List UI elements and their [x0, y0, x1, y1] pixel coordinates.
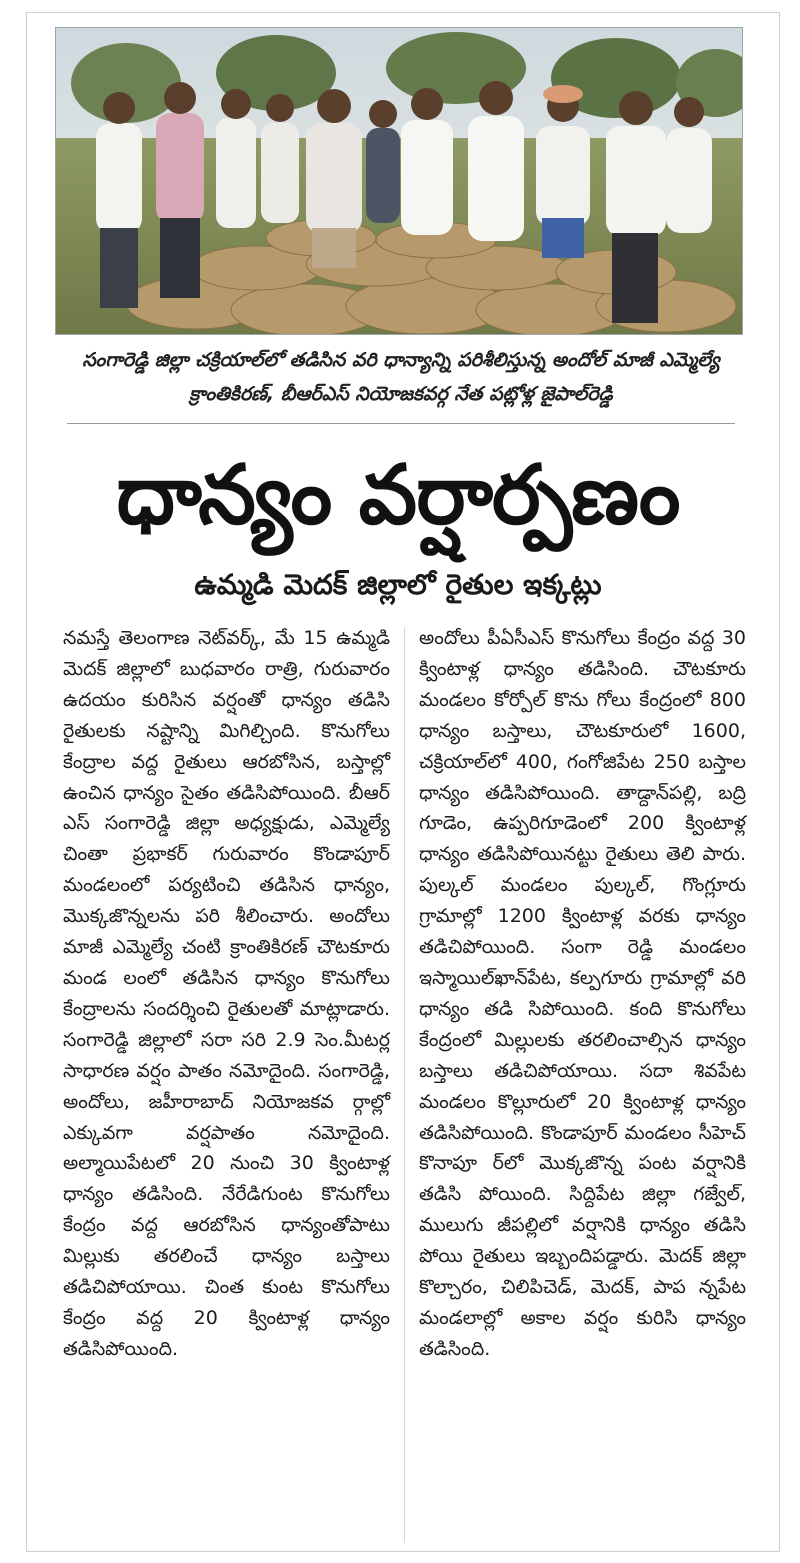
newspaper-clipping — [26, 12, 780, 1552]
headline: ధాన్యం వర్షార్పణం — [116, 448, 680, 543]
subheadline: ఉమ్మడి మెదక్ జిల్లాలో రైతుల ఇక్కట్లు — [194, 568, 602, 601]
news-photo — [55, 27, 743, 335]
article-column-left: నమస్తే తెలంగాణ నెట్‌వర్క్, మే 15 ఉమ్మడి మెదక్ జిల్లాలో బుధవారం రాత్రి, గురువారం ఉదయం కురిసిన వర్షంతో ధాన్యం తడిసి రైతులకు నష్టాన్ని మిగిల్చింది. కొనుగోలు కేంద్రాల వద్ద రైతులు ఆరబోసిన, బస్తాల్లో ఉంచిన ధాన్యం సైతం తడిసిపోయింది. బీఆర్ ఎస్ సంగారెడ్డి జిల్లా అధ్యక్షుడు, ఎమ్మెల్యే చింతా ప్రభాకర్ గురువారం కొండాపూర్ మండలంలో పర్యటించి తడిసిన ధాన్యం, మొక్కజొన్నలను పరి శీలించారు. అందోలు మాజీ ఎమ్మెల్యే చంటి క్రాంతికిరణ్ చౌటకూరు మండ లంలో తడిసిన ధాన్యం కొనుగోలు కేంద్రాలను సందర్శించి రైతులతో మాట్లాడారు. సంగారెడ్డి జిల్లాలో సరా సరి 2.9 సెం.మీటర్ల సాధారణ వర్షం పాతం నమోదైంది. సంగారెడ్డి, అందోలు, జహీరాబాద్ నియోజకవ ర్గాల్లో ఎక్కువగా వర్షపాతం నమోదైంది. అల్మాయిపేటలో 20 నుంచి 30 క్వింటాళ్ల ధాన్యం తడిసింది. నేరేడిగుంట కొనుగోలు కేంద్రం వద్ద ఆరబోసిన ధాన్యంతోపాటు మిల్లుకు తరలించే ధాన్యం బస్తాలు తడిచిపోయాయి. చింత కుంట కొనుగోలు కేంద్రం వద్ద 20 క్వింటాళ్ల ధాన్యం తడిసిపోయింది. — [63, 627, 390, 1360]
farmers-inspecting-grain-bags-icon — [56, 28, 742, 334]
photo-caption: సంగారెడ్డి జిల్లా చక్రియాల్‌లో తడిసిన వరి ధాన్యాన్ని పరిశీలిస్తున్న అందోల్ మాజీ ఎమ్మెల్యే క్రాంతికిరణ్, బీఆర్‌ఎస్ నియోజకవర్గ నేత పట్లోళ్ల జైపాల్‌రెడ్డి — [82, 349, 720, 405]
caption-divider — [67, 423, 735, 424]
column-divider — [404, 627, 405, 1543]
article-column-right: అందోలు పీఏసీఎస్ కొనుగోలు కేంద్రం వద్ద 30 క్వింటాళ్ల ధాన్యం తడిసింది. చౌటకూరు మండలం కోర్పోల్ కొను గోలు కేంద్రంలో 800 ధాన్యం బస్తాలు, చౌటకూరులో 1600, చక్రియాల్‌లో 400, గంగోజిపేట 250 బస్తాల ధాన్యం తడిసిపోయింది. తాడ్దాన్‌పల్లి, బద్రి గూడెం, ఉప్పరిగూడెంలో 200 క్వింటాళ్ల ధాన్యం తడిసిపోయినట్టు రైతులు తెలి పారు. పుల్కల్ మండలం పుల్కల్, గొంగ్లూరు గ్రామాల్లో 1200 క్వింటాళ్ల వరకు ధాన్యం తడిచిపోయింది. సంగా రెడ్డి మండలం ఇస్మాయిల్‌ఖాన్‌పేట, కల్పగూరు గ్రామాల్లో వరి ధాన్యం తడి సిపోయింది. కంది కొనుగోలు కేంద్రంలో మిల్లులకు తరలించాల్సిన ధాన్యం బస్తాలు తడిచిపోయాయి. సదా శివపేట మండలం కొల్లూరులో 20 క్వింటాళ్ల ధాన్యం తడిసిపోయింది. కొండాపూర్ మండలం సీహెచ్ కొనాపూ ర్‌లో మొక్కజొన్న పంట వర్షానికి తడిసి పోయింది. సిద్దిపేట జిల్లా గజ్వేల్, ములుగు జీపల్లిలో వర్షానికి ధాన్యం తడిసి పోయి రైతులు ఇబ్బందిపడ్డారు. మెదక్ జిల్లా కొల్చారం, చిలిపిచెడ్, మెదక్, పాప న్నపేట మండలాల్లో అకాల వర్షం కురిసి ధాన్యం తడిసింది. — [419, 627, 746, 1360]
